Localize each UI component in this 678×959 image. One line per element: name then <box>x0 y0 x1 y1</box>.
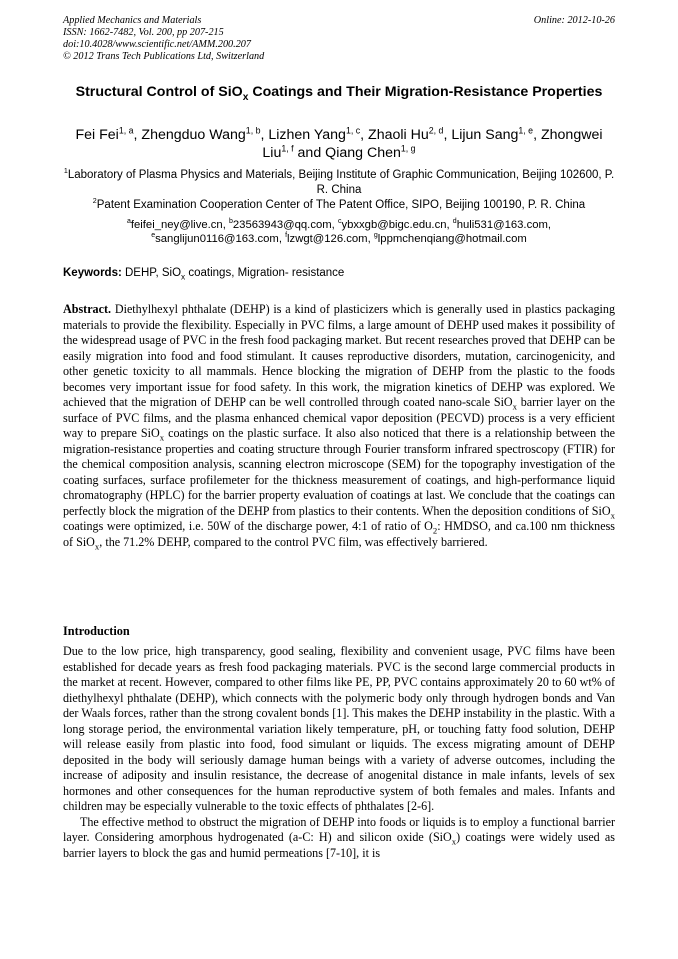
journal-header <box>63 15 264 63</box>
abstract: Abstract. Diethylhexyl phthalate (DEHP) is a kind of plasticizers which is generally used in plastics packaging materials to provide the flexibility. Especially in PVC films, a large amount of DEHP used makes it possibility of the widespread usage of PVC in the fresh food packaging market. But recent researches proved that DEHP can be easily migration into food and food stimulant. It causes reproductive disorders, mutation, carcinogenicity, and other genetic toxicity to all mammals. Hence blocking the migration of DEHP from the plastic to the foods becomes very important issue for food safety. In this work, the migration kinetics of DEHP was explored. We achieved that the migration of DEHP can be well controlled through coated nano-scale SiO$_x$ barrier layer on the surface of PVC films, and the plasma enhanced chemical vapor deposition (PECVD) process is a very efficient way to prepare SiO$_x$ coatings on the plastic surface. It also also noticed that there is a relationship between the migration-resistance properties and coating structure through Fourier transform infrared spectroscopy (FTIR) for the chemical composition analysis, scanning electron microscope (SEM) for the topography investigation of the coating surfaces, surface profilemeter for the thickness measurement of coatings, and high-performance liquid chromatography (HPLC) for the barrier property evaluation of coatings at last. We conclude that the coatings can perfectly block the migration of the DEHP from plastics to their contents. When the deposition conditions of SiO$_x$ coatings were optimized, i.e. 50W of the discharge power, 4:1 of ratio of $O_2$: HMDSO, and ca.100 nm thickness of SiO$_x$, the 71.2% DEHP, compared to the control PVC film, was effectively barriered. <box>63 302 616 551</box>
author: Zhaoli Hu$^{2, d}$ <box>368 125 444 143</box>
abstract-label: Abstract. <box>63 302 112 316</box>
email[interactable]: $^d$huli531@163.com <box>452 218 548 231</box>
keywords: Keywords: DEHP, SiO$_x$ coatings, Migration- resistance <box>63 267 345 282</box>
author: Fei Fei$^{1, a}$ <box>75 125 134 143</box>
affiliation-2: $^2$Patent Examination Cooperation Center of The Patent Office, SIPO, Beijing 100190, P. R. China <box>92 197 586 211</box>
journal-name: Applied Mechanics and Materials <box>63 15 202 26</box>
paper-title <box>63 83 615 101</box>
email[interactable]: $^b$23563943@qq.com <box>228 218 332 231</box>
email-list: $^a$feifei_ney@live.cn, $^b$23563943@qq.com, $^c$ybxxgb@bigc.edu.cn, $^d$huli531@163.com, $^e$sanglijun0116@163.com, $^f$lzwgt@126.com, $^g$lppmchenqiang@hotmail.com <box>126 218 552 245</box>
introduction-body <box>63 644 615 861</box>
paragraph: Due to the low price, high transparency, good sealing, flexibility and convenient usage, PVC films have been established for decade years as fresh food packaging materials. PVC is the second large commercial products in the market at recent. However, compared to other films like PE, PP, PVC contains approximately 20 to 60 wt% of diethylhexyl phthalate (DEHP), which connects with the polymeric body only through hydrogen bonds and Van der Waals forces, rather than the strong covalent bonds [1]. This makes the DEHP instability in the plastic. With a long storage period, the environmental variation likely temperature, pH, or touching fatty food solution, DEHP will release easily from plastic into food, food simulant or liquids. The excess migrating amount of DEHP deposited in the body will seriously damage human beings with a variety of adverse outcomes, including the increase of adiposity and insulin resistance, the decrease of anogenital distance in male infants, levels of sex hormones and other consequences for the human reproductive system of both females and males. Infants and children may be especially vulnerable to the toxic effects of phthalates [2-6]. <box>63 644 615 813</box>
title-text-2: Coatings and Their Migration-Resistance Properties <box>248 84 603 100</box>
email[interactable]: $^g$lppmchenqiang@hotmail.com <box>373 232 527 245</box>
author: Lijun Sang$^{1, e}$ <box>451 125 534 143</box>
title-subscript: x <box>242 91 249 103</box>
copyright-line: © 2012 Trans Tech Publications Ltd, Switzerland <box>63 51 265 62</box>
title-text-1: Structural Control of SiO <box>75 84 243 100</box>
email[interactable]: $^a$feifei_ney@live.cn <box>126 218 223 231</box>
keywords-label: Keywords: <box>63 267 122 279</box>
author: Zhongwei Liu$^{1, f}$ <box>262 127 603 161</box>
email[interactable]: $^c$ybxxgb@bigc.edu.cn <box>337 218 447 231</box>
email[interactable]: $^f$lzwgt@126.com <box>285 232 368 245</box>
issn-line: ISSN: 1662-7482, Vol. 200, pp 207-215 <box>63 27 224 38</box>
author: Zhengduo Wang$^{1, b}$ <box>141 125 261 143</box>
online-date: Online: 2012-10-26 <box>533 15 615 26</box>
doi-line: doi:10.4028/www.scientific.net/AMM.200.207 <box>63 39 251 50</box>
author: Qiang Chen$^{1, g}$ <box>325 143 416 161</box>
section-heading-introduction: Introduction <box>63 624 130 638</box>
author-list: Fei Fei$^{1, a}$, Zhengduo Wang$^{1, b}$, Lizhen Yang$^{1, c}$, Zhaoli Hu$^{2, d}$, Lijun Sang$^{1, e}$, Zhongwei Liu$^{1, f}$ and Qiang Chen$^{1, g}$ <box>75 125 603 161</box>
paragraph: The effective method to obstruct the migration of DEHP into foods or liquids is to employ a functional barrier layer. Considering amorphous hydrogenated (a-C: H) and silicon oxide (SiO$_x$) coatings were widely used as barrier layers to block the gas and humid permeations [7-10], it is <box>63 814 615 860</box>
email[interactable]: $^e$sanglijun0116@163.com <box>151 232 279 245</box>
author: Lizhen Yang$^{1, c}$ <box>268 125 361 143</box>
affiliation-1: $^1$Laboratory of Plasma Physics and Materials, Beijing Institute of Graphic Communication, Beijing 102600, P. R. China <box>63 167 615 196</box>
